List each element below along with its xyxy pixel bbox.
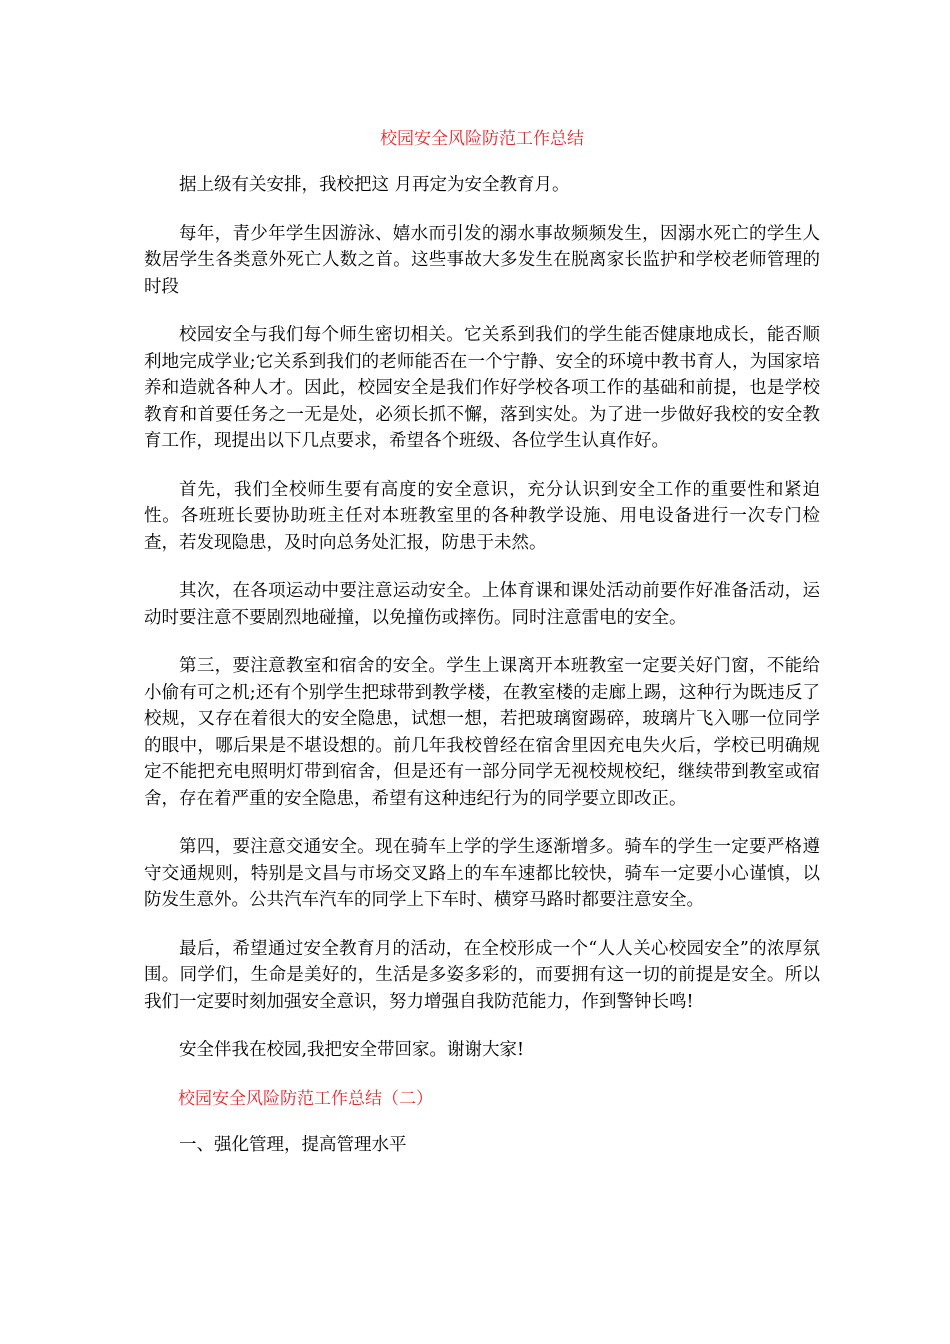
paragraph-drowning: 每年，青少年学生因游泳、嬉水而引发的溺水事故频频发生，因溺水死亡的学生人数居学生各类意外死亡人数之首。这些事故大多发生在脱离家长监护和学校老师管理的时段 — [144, 223, 820, 297]
paragraph-fourth: 第四，要注意交通安全。现在骑车上学的学生逐渐增多。骑车的学生一定要严格遵守交通规则，特别是文昌与市场交叉路上的车车速都比较快，骑车一定要小心谨慎，以防发生意外。公共汽车汽车的同学上下车时、横穿马路时都要注意安全。 — [144, 837, 820, 910]
paragraph-last: 最后，希望通过安全教育月的活动，在全校形成一个“人人关心校园安全”的浓厚氛围。同学们，生命是美好的，生活是多姿多彩的，而要拥有这一切的前提是安全。所以我们一定要时刻加强安全意识，努力增强自我防范能力，作到警钟长鸣! — [144, 938, 820, 1012]
paragraph-campus-safety: 校园安全与我们每个师生密切相关。它关系到我们的学生能否健康地成长，能否顺利地完成学业;它关系到我们的老师能否在一个宁静、安全的环境中教书育人，为国家培养和造就各种人才。因此，校园安全是我们作好学校各项工作的基础和前提，也是学校教育和首要任务之一无是处，必须长抓不懈，落到实处。为了进一步做好我校的安全教育工作，现提出以下几点要求，希望各个班级、各位学生认真作好。 — [144, 325, 820, 451]
section-two-title: 校园安全风险防范工作总结（二） — [178, 1088, 433, 1109]
paragraph-first: 首先，我们全校师生要有高度的安全意识，充分认识到安全工作的重要性和紧迫性。各班班长要协助班主任对本班教室里的各种教学设施、用电设备进行一次专门检查，若发现隐患，及时向总务处汇报，防患于未然。 — [144, 479, 820, 553]
section-two-item-one: 一、强化管理，提高管理水平 — [179, 1135, 407, 1155]
paragraph-third: 第三，要注意教室和宿舍的安全。学生上课离开本班教室一定要关好门窗，不能给小偷有可之机;还有个别学生把球带到教学楼，在教室楼的走廊上踢，这种行为既违反了校规，又存在着很大的安全隐患，试想一想，若把玻璃窗踢碎，玻璃片飞入哪一位同学的眼中，哪后果是不堪设想的。前几年我校曾经在宿舍里因充电失火后，学校已明确规定不能把充电照明灯带到宿舍，但是还有一部分同学无视校规校纪，继续带到教室或宿舍，存在着严重的安全隐患，希望有这种违纪行为的同学要立即改正。 — [144, 656, 820, 809]
paragraph-closing: 安全伴我在校园,我把安全带回家。谢谢大家! — [179, 1040, 525, 1060]
paragraph-intro: 据上级有关安排，我校把这 月再定为安全教育月。 — [179, 175, 570, 195]
document-page — [144, 124, 820, 1181]
paragraph-second: 其次，在各项运动中要注意运动安全。上体育课和课处活动前要作好准备活动，运动时要注意不要剧烈地碰撞，以免撞伤或摔伤。同时注意雷电的安全。 — [144, 581, 820, 628]
document-title: 校园安全风险防范工作总结 — [380, 129, 584, 149]
